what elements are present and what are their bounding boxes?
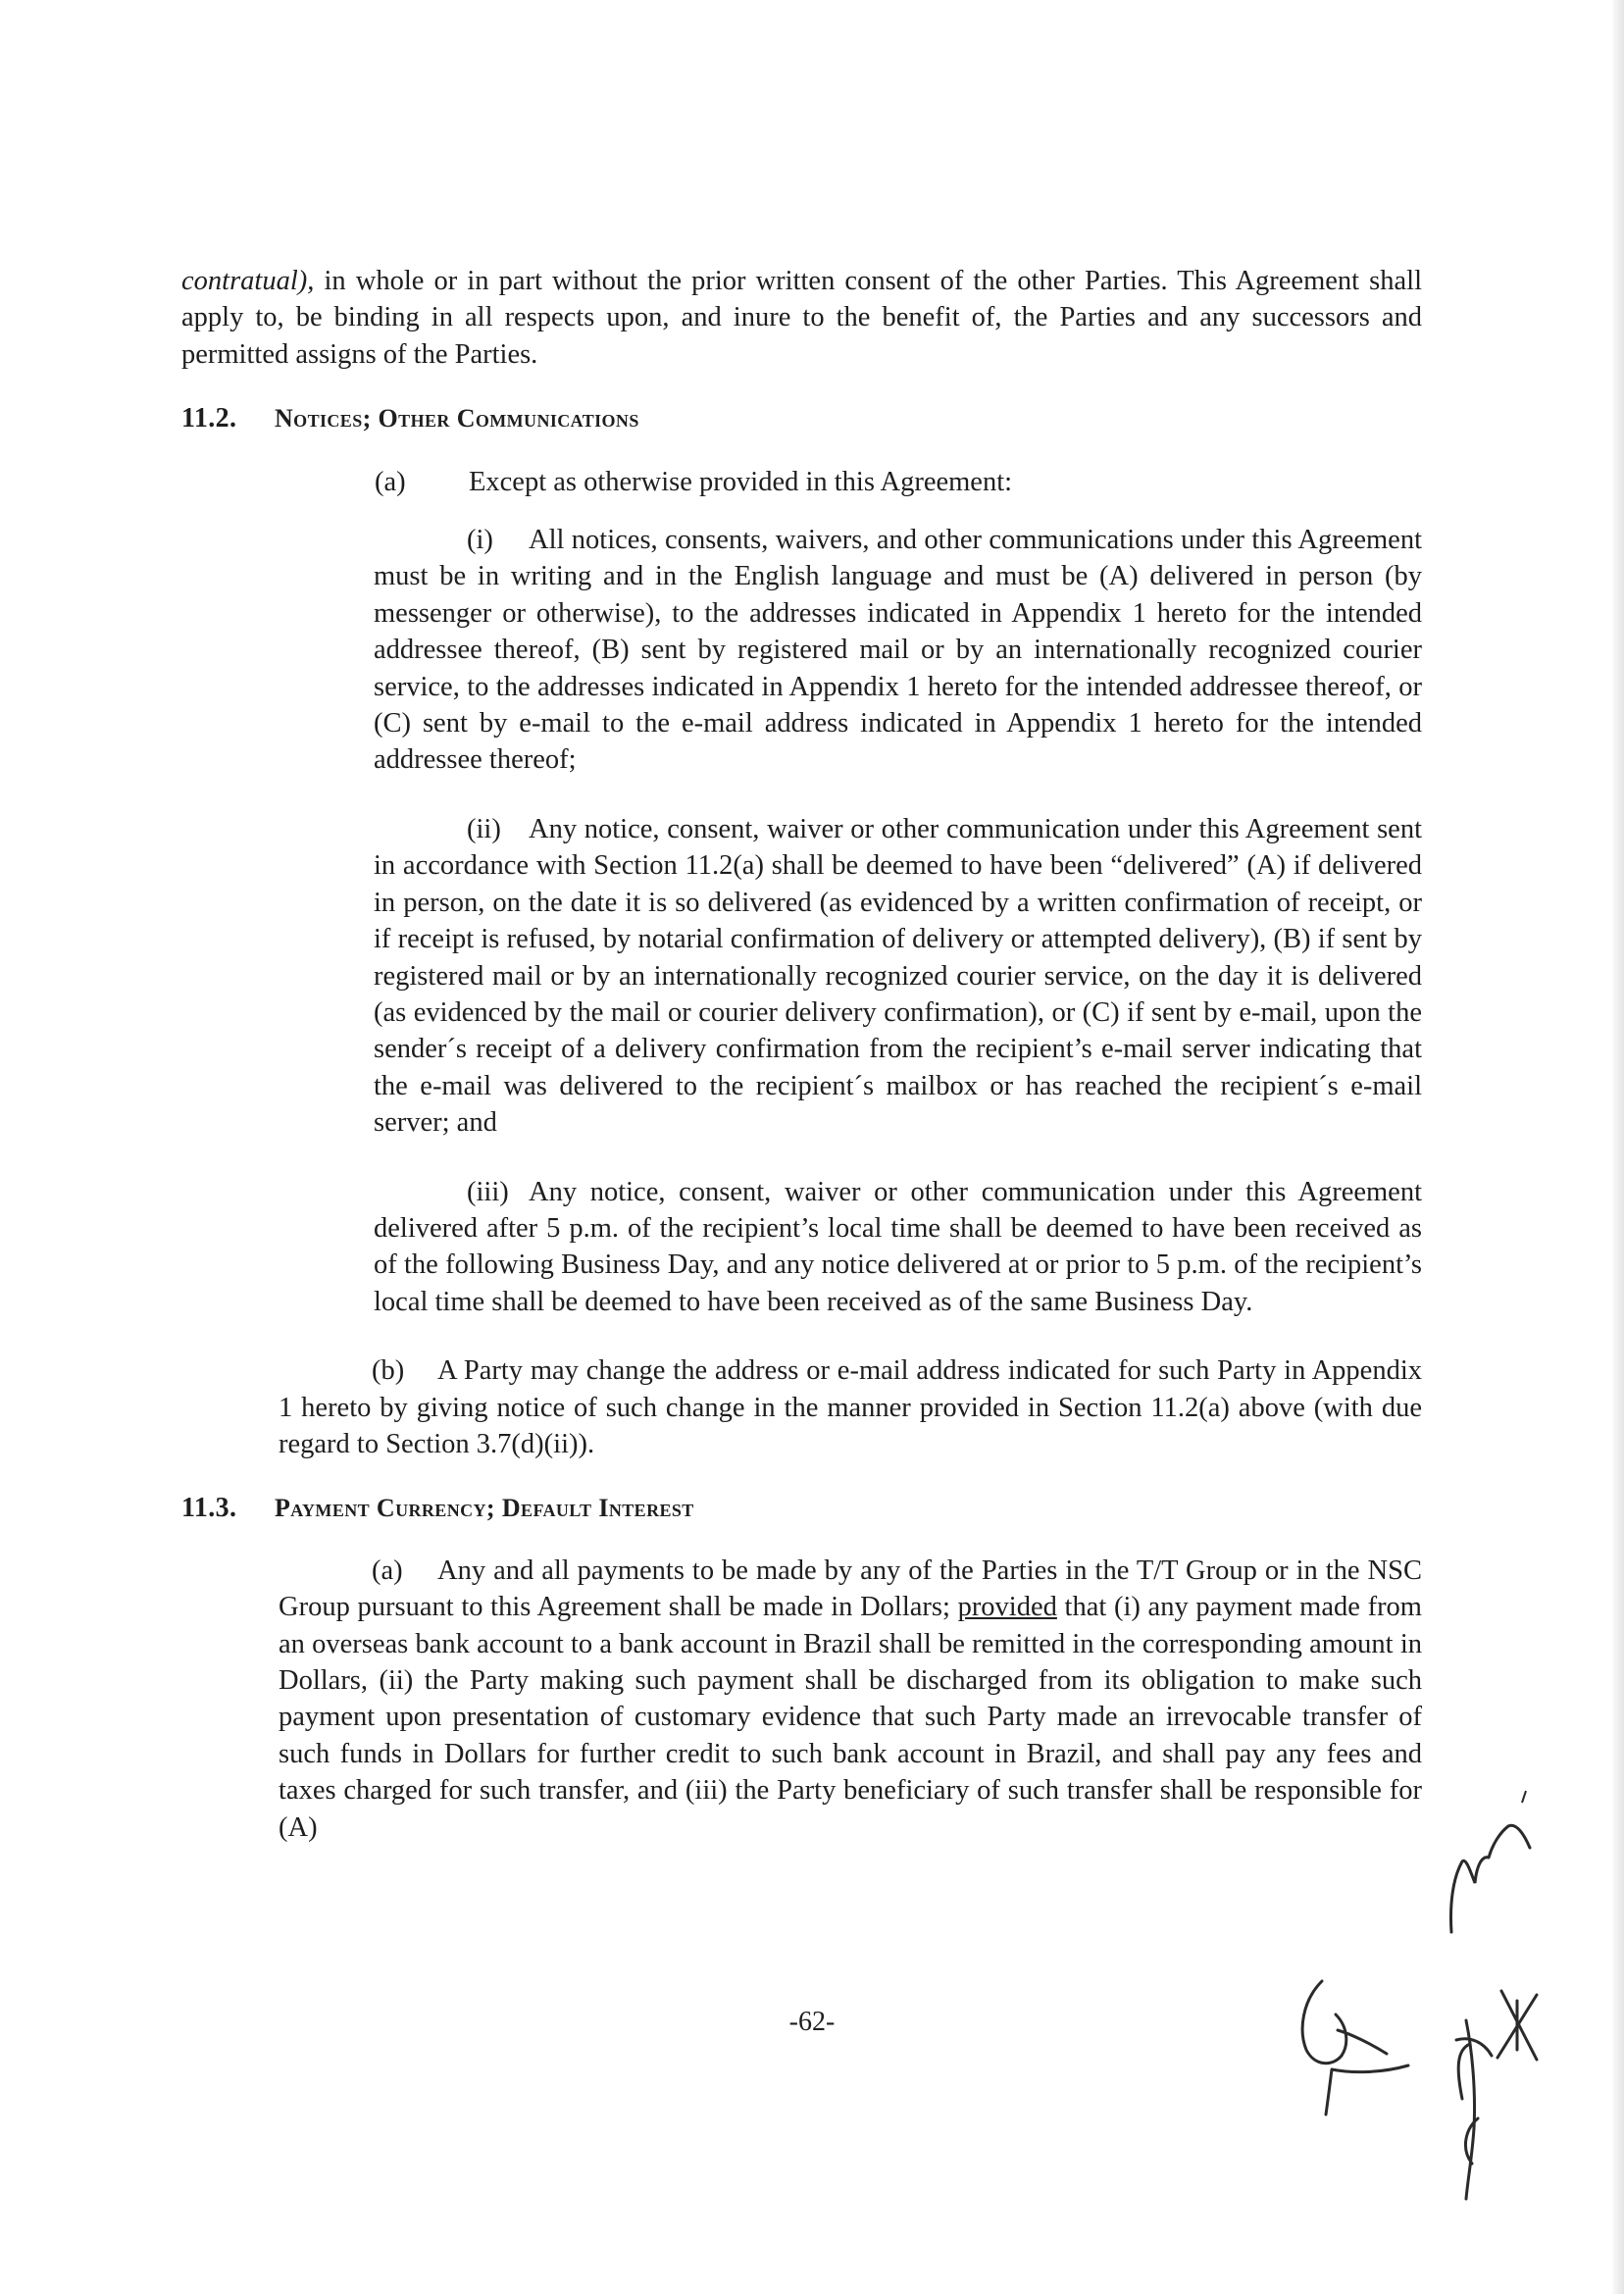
paragraph-a bbox=[181, 464, 1422, 500]
paragraph-text: A Party may change the address or e-mail address indicated for such Party in Appendix 1 hereto by giving notice of such change in the manner provided in Section 11.2(a) above (with due regard to Section 3.7(d)(ii)). bbox=[279, 1355, 1422, 1459]
underlined-term: provided bbox=[957, 1592, 1057, 1623]
subparagraph-ii bbox=[181, 811, 1422, 1142]
page-number: -62- bbox=[788, 2007, 836, 2037]
subparagraph-text: Any notice, consent, waiver or other communication under this Agreement sent in accordance with Section 11.2(a) shall be deemed to have been “delivered” (A) if delivered in person, on the date it is so delivered (as evidenced by a written confirmation of receipt, or if receipt is refused, by notarial confirmation of delivery or attempted delivery), (B) if sent by registered mail or by an internationally recognized courier service, on the day it is delivered (as evidenced by the mail or courier delivery confirmation), or (C) if sent by e-mail, upon the sender´s receipt of a delivery confirmation from the recipient’s e-mail server indicating that the e-mail was delivered to the recipient´s mailbox or has reached the recipient´s e-mail server; and bbox=[374, 813, 1422, 1139]
subparagraph-label: (i) bbox=[467, 525, 493, 556]
section-title: Payment Currency; Default Interest bbox=[275, 1494, 694, 1523]
continuation-paragraph bbox=[181, 263, 1422, 373]
paragraph-text: Except as otherwise provided in this Agreement: bbox=[469, 466, 1013, 497]
payment-paragraph-a bbox=[181, 1553, 1422, 1846]
section-heading-11-3 bbox=[181, 1490, 1422, 1526]
scan-page-edge bbox=[1612, 0, 1624, 2294]
section-number: 11.2. bbox=[181, 403, 237, 434]
section-number: 11.3. bbox=[181, 1493, 237, 1524]
section-heading-11-2 bbox=[181, 400, 1422, 436]
section-title: Notices; Other Communications bbox=[275, 404, 639, 433]
subparagraph-iii bbox=[181, 1174, 1422, 1321]
subparagraph-label: (iii) bbox=[467, 1176, 509, 1207]
subparagraph-i bbox=[181, 522, 1422, 779]
subparagraph-text: Any notice, consent, waiver or other communication under this Agreement delivered after 5 p.m. of the recipient’s local time shall be deemed to have been received as of the following Business Day, and any notice delivered at or prior to 5 p.m. of the recipient’s local time shall be deemed to have been received as of the same Business Day. bbox=[374, 1176, 1422, 1317]
document-page bbox=[181, 263, 1422, 1846]
paragraph-label: (b) bbox=[372, 1355, 405, 1387]
initials-signature-3 bbox=[1427, 1981, 1554, 2207]
paragraph-text: Any and all payments to be made by any of the Parties in the T/T Group or in the NSC Group pursuant to this Agreement shall be made in Dollars; bbox=[279, 1555, 1422, 1623]
paragraph-text-continued: that (i) any payment made from an overseas bank account to a bank account in Brazil shall be remitted in the corresponding amount in Dollars, (ii) the Party making such payment shall be discharged from its obligation to make such payment upon presentation of customary evidence that such Party made an irrevocable transfer of such funds in Dollars for further credit to such bank account in Brazil, and shall pay any fees and taxes charged for such transfer, and (iii) the Party beneficiary of such transfer shall be responsible for (A) bbox=[279, 1592, 1422, 1843]
paragraph-b bbox=[181, 1352, 1422, 1462]
paragraph-label: (a) bbox=[375, 466, 406, 497]
subparagraph-label: (ii) bbox=[467, 813, 501, 844]
subparagraph-text: All notices, consents, waivers, and other communications under this Agreement must be in writing and in the English language and must be (A) delivered in person (by messenger or otherwise), to the addresses indicated in Appendix 1 hereto for the intended addressee thereof, (B) sent by registered mail or by an internationally recognized courier service, to the addresses indicated in Appendix 1 hereto for the intended addressee thereof, or (C) sent by e-mail to the e-mail address indicated in Appendix 1 hereto for the intended addressee thereof; bbox=[374, 525, 1422, 776]
paragraph-label: (a) bbox=[372, 1555, 403, 1586]
initials-signature-2 bbox=[1293, 1971, 1420, 2118]
continuation-text: in whole or in part without the prior written consent of the other Parties. This Agreement shall apply to, be binding in all respects upon, and inure to the benefit of, the Parties and any successors and permitted assigns of the Parties. bbox=[181, 266, 1422, 370]
italic-term: contratual), bbox=[181, 266, 315, 296]
initials-signature-1 bbox=[1432, 1785, 1549, 1942]
